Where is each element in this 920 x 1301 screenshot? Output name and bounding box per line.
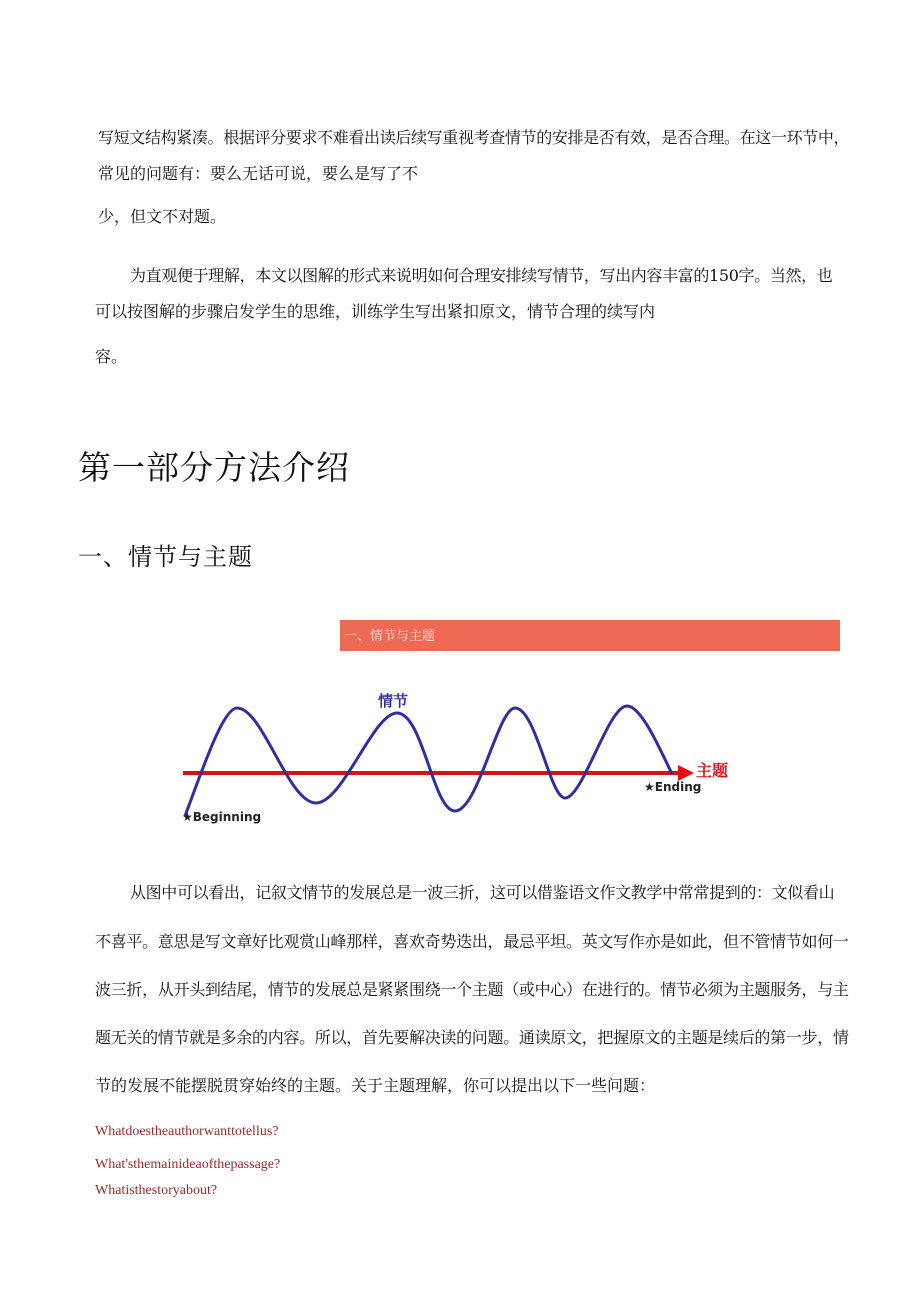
body-line-2: 不喜平。意思是写文章好比观赏山峰那样，喜欢奇势迭出，最忌平坦。英文写作亦是如此，但不管情节如何一: [95, 932, 849, 951]
intro-line-2: 常见的问题有：要么无话可说，要么是写了不: [98, 164, 419, 183]
question-3: Whatisthestoryabout?: [95, 1183, 218, 1198]
section-title: 第一部分方法介绍: [78, 448, 350, 487]
theme-arrow-head: [678, 765, 694, 781]
theme-label: 主题: [696, 761, 729, 780]
intro-line-3: 少，但文不对题。: [98, 207, 227, 226]
plot-wave: [185, 706, 672, 816]
ending-label: ★Ending: [644, 780, 702, 794]
subsection-title: 一、情节与主题: [78, 543, 253, 571]
intro-line-6: 容。: [95, 347, 128, 366]
body-line-1: 从图中可以看出，记叙文情节的发展总是一波三折，这可以借鉴语文作文教学中常常提到的：文似看山: [130, 883, 835, 902]
question-2: What'sthemainideaofthepassage?: [95, 1157, 281, 1172]
intro-line-1: 写短文结构紧凑。根据评分要求不难看出读后续写重视考查情节的安排是否有效，是否合理。在这一环节中，: [98, 128, 850, 147]
question-1: Whatdoestheauthorwanttotellus?: [95, 1124, 279, 1139]
intro-line-5: 可以按图解的步骤启发学生的思维，训练学生写出紧扣原文，情节合理的续写内: [95, 302, 656, 321]
intro-line-4: 为直观便于理解，本文以图解的形式来说明如何合理安排续写情节，写出内容丰富的150字。当然，也: [130, 266, 833, 285]
figure-banner: 一、情节与主题: [340, 620, 840, 651]
plot-theme-diagram: [178, 678, 738, 828]
beginning-label: ★Beginning: [182, 810, 262, 824]
body-line-4: 题无关的情节就是多余的内容。所以，首先要解决读的问题。通读原文，把握原文的主题是续后的第一步，情: [95, 1028, 849, 1047]
plot-label: 情节: [378, 692, 409, 710]
body-line-3: 波三折，从开头到结尾，情节的发展总是紧紧围绕一个主题（或中心）在进行的。情节必须为主题服务，与主: [95, 980, 849, 999]
body-line-5: 节的发展不能摆脱贯穿始终的主题。关于主题理解，你可以提出以下一些问题：: [95, 1076, 656, 1095]
